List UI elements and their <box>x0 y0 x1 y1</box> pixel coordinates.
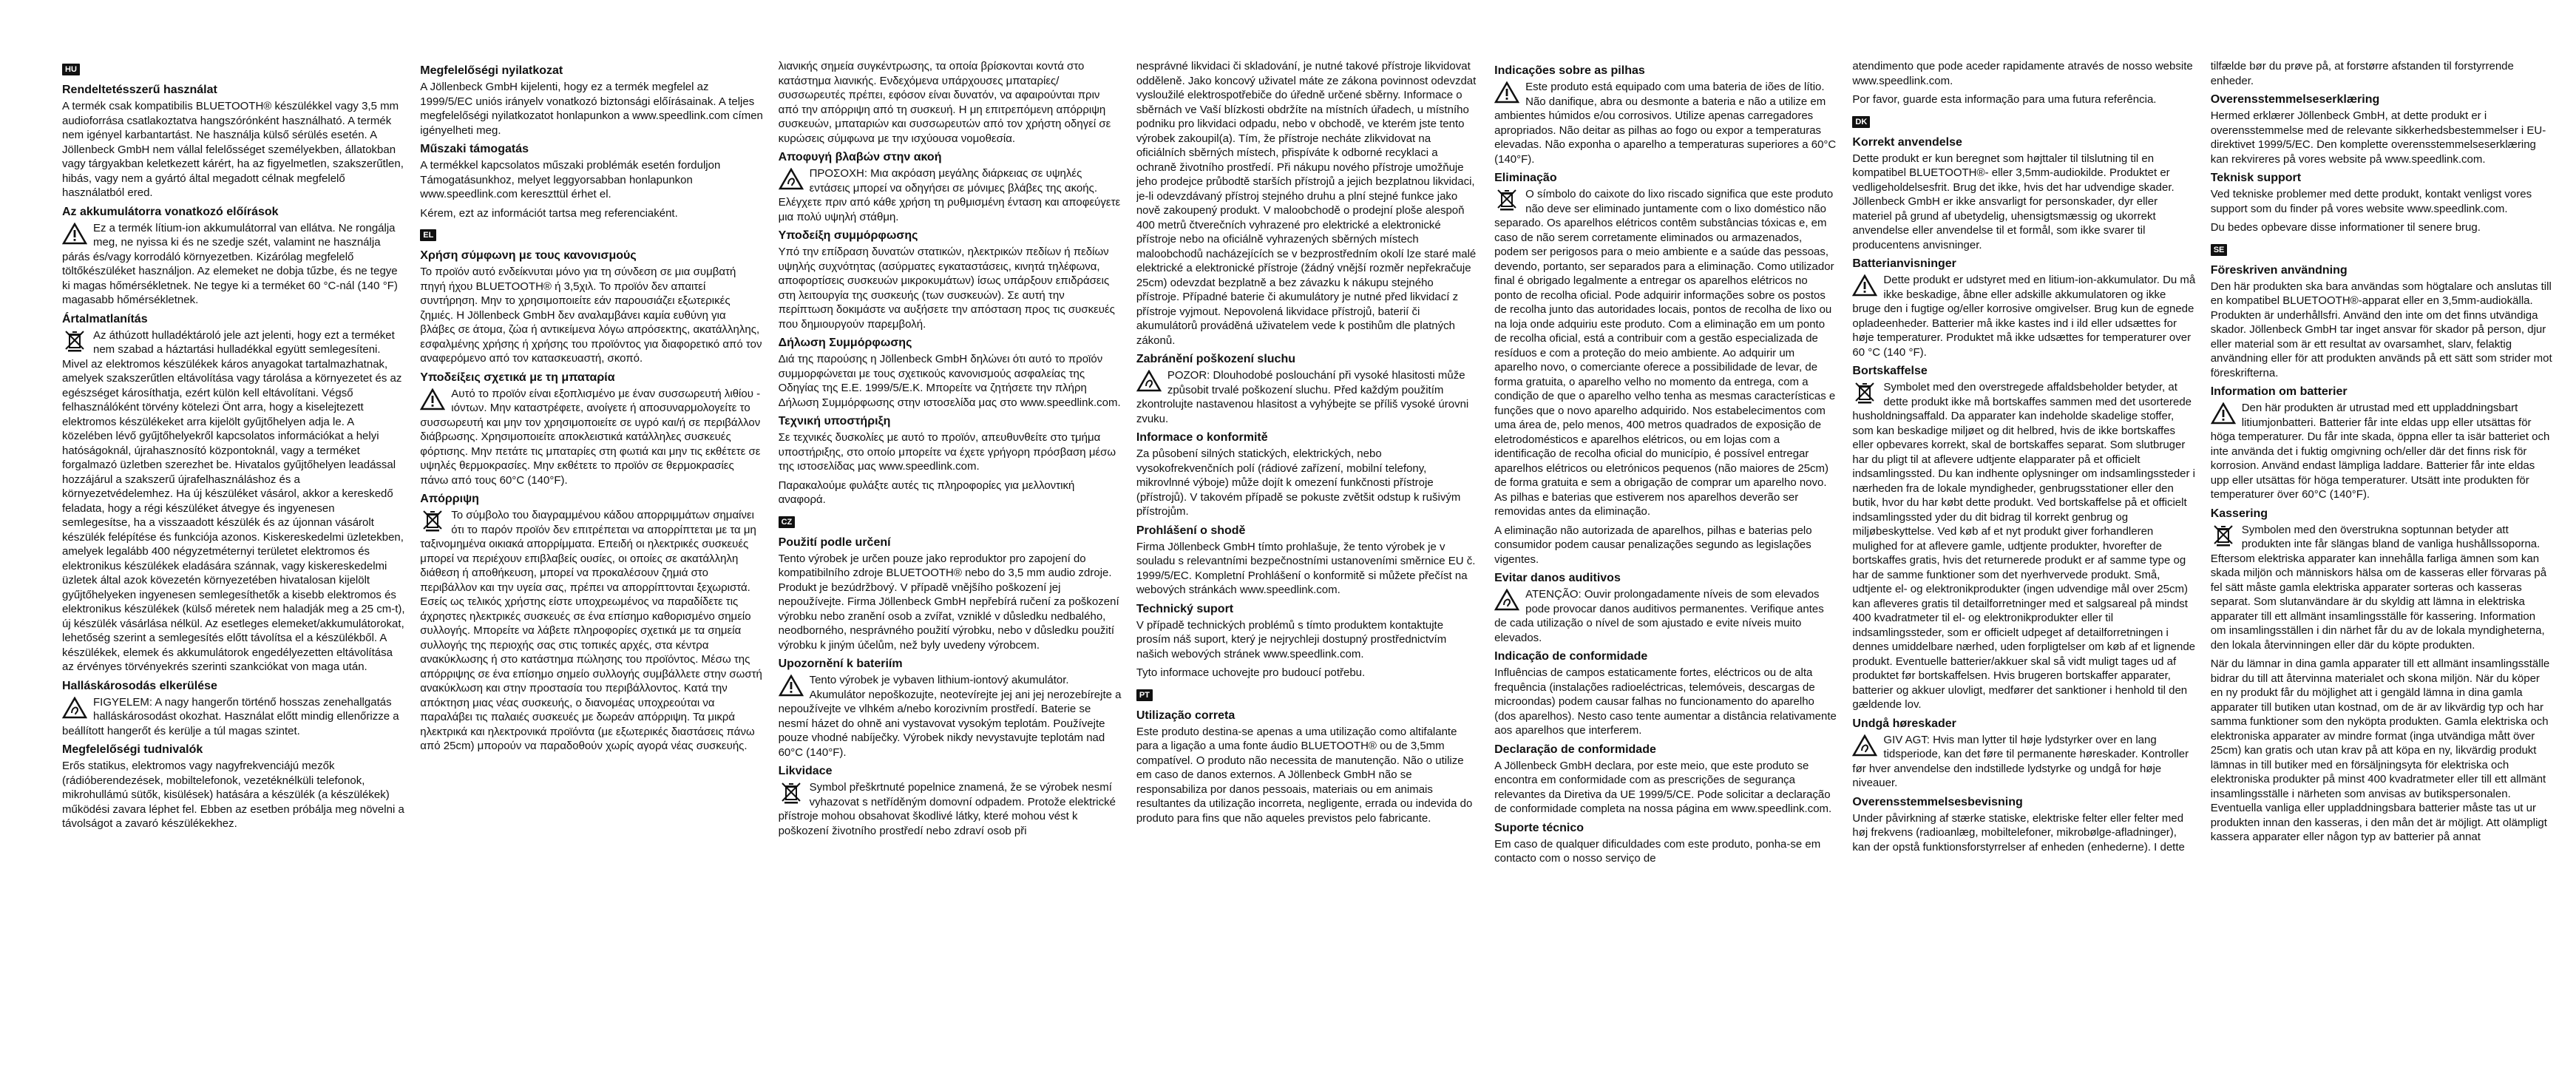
body-paragraph: Firma Jöllenbeck GmbH tímto prohlašuje, že tento výrobek je v souladu s relevantními bezpečnostními ustanoveními směrnice EU č. 1999/5/EC. Kompletní Prohlášení o konformitě si můžete přečíst na webových stránkách www.speedlink.com. <box>1136 540 1476 596</box>
crossed-bin-icon <box>2211 524 2236 547</box>
body-paragraph: A termék csak kompatibilis BLUETOOTH® készülékkel vagy 3,5 mm audioforrása csatlakoztatva hangszórónként használható. A termék nem igényel karbantartást. Ne használja külső sérülés esetén. A Jöllenbeck GmbH nem vállal felelősséget személyekben, állatokban vagy tárgyakban keletkezett kárért, ha az figyelmetlen, szakszerűtlen, hibás, vagy nem a gyártó által megadott célnak megfelelő használatból ered. <box>62 100 404 199</box>
hearing-warning-icon <box>62 697 87 719</box>
icon-paragraph <box>2211 523 2554 653</box>
section-heading: Technický suport <box>1136 602 1234 615</box>
body-paragraph: Ved tekniske problemer med dette produkt, kontakt venligst vores support som du finder på vores website www.speedlink.com. <box>2210 188 2532 215</box>
crossed-bin-icon <box>62 330 87 352</box>
warning-icon <box>420 388 445 410</box>
section-heading: Suporte técnico <box>1494 821 1584 834</box>
section-heading: Υποδείξη συμμόρφωσης <box>778 229 918 242</box>
section-heading: Műszaki támogatás <box>420 143 529 155</box>
section-heading: Rendeltetésszerű használat <box>62 84 217 96</box>
section-heading: Korrekt anvendelse <box>1852 135 1962 149</box>
section-heading: Megfelelőségi tudnivalók <box>62 743 203 756</box>
warning-icon <box>779 675 804 697</box>
section-heading: Undgå høreskader <box>1852 717 1956 730</box>
icon-paragraph <box>62 695 405 739</box>
icon-paragraph-text: O símbolo do caixote do lixo riscado significa que este produto não deve ser eliminado juntamente com o lixo doméstico não separado. Os aparelhos elétricos contêm substâncias tóxicas e, em caso de não serem corretamente eliminados ou armazenados, podem ser perigosos para o meio ambiente e a saúde das pessoas, devendo, portanto, ser separados para a eliminação. Como utilizador final é obrigado legalmente a entregar os aparelhos elétricos no ponto de recolha oficial. Pode adquirir informações sobre os postos de recolha junto das autoridades locais, pontos de recolha de lixo ou na loja onde adquiriu este produto. Com a eliminação em um ponto de recolha oficial, está a contribuir com a gestão especializada de resíduos e com a proteção do meio ambiente. Ao adquirir um aparelho novo, o comerciante oferece a possibilidade de levar, de forma gratuita, o aparelho velho no momento da entrega, com a condição de que o aparelho velho tenha as mesmas características e funções que o novo aparelho adquirido. Nos estabelecimentos com uma área de, pelo menos, 400 metros quadrados de exposição de eletrodomésticos e aparelhos elétricos, ou em lojas com a identificação de recolha oficial do município, é possível entregar aparelhos elétricos ou eletrónicos pequenos (não maiores de 25cm) de forma gratuita e sem a obrigação de comprar um aparelho novo. As pilhas e baterias que estiverem nos aparelhos deverão ser removidas antes da eliminação. <box>1494 188 1836 518</box>
text-column-5 <box>1494 59 1837 1053</box>
language-badge: PT <box>1136 689 1153 701</box>
section-heading: Bortskaffelse <box>1852 365 1928 377</box>
section-heading: Megfelelőségi nyilatkozat <box>420 64 563 77</box>
icon-paragraph <box>2211 401 2554 502</box>
body-paragraph: Este produto destina-se apenas a uma utilização como altifalante para a ligação a uma fonte áudio BLUETOOTH® ou de 3,5mm compatível. O produto não necessita de manutenção. Não o utilize em caso de danos externos. A Jöllenbeck GmbH não se responsabiliza por danos pessoais, materiais ou em animais resultantes da utilização incorreta, negligente, errada ou indevida do produto para fins que não aqueles previstos pelo fabricante. <box>1136 725 1473 825</box>
language-badge: DK <box>1852 116 1870 128</box>
icon-paragraph <box>1852 733 2195 791</box>
icon-paragraph-text: GIV AGT: Hvis man lytter til høje lydstyrker over en lang tidsperiode, kan det føre til permanente høreskader. Kontroller før hver anvendelse den indstillede lydstyrke og undgå for høje niveauer. <box>1852 733 2189 789</box>
body-paragraph: Under påvirkning af stærke statiske, elektriske felter eller felter med høj frekvens (radioanlæg, mobiltelefoner, mikrobølge-afladninger), kan der opstå funktionsforstyrrelser af enheden (enhederne). I dette <box>1852 811 2185 854</box>
icon-paragraph <box>1852 380 2195 712</box>
section-heading: Δήλωση Συμμόρφωσης <box>778 337 912 349</box>
icon-paragraph-text: POZOR: Dlouhodobé poslouchání při vysoké hlasitosti může způsobit trvalé poškození sluchu. Před každým použitím zkontrolujte nastavenou hlasitost a vyhýbejte se příliš vysoké úrovni zvuku. <box>1136 369 1469 425</box>
section-heading: Overensstemmelsesbevisning <box>1852 795 2023 808</box>
text-column-7 <box>2211 59 2554 1053</box>
body-paragraph: A Jöllenbeck GmbH declara, por este meio, que este produto se encontra em conformidade com as prescrições de segurança relevantes da Diretiva da UE 1999/5/CE. Pode solicitar a declaração de conformidade completa na nossa página em www.speedlink.com. <box>1494 759 1832 815</box>
warning-icon <box>2211 402 2236 425</box>
body-paragraph: Tento výrobek je určen pouze jako reproduktor pro zapojení do kompatibilního zdroje BLUETOOTH® nebo do 3,5 mm audio zdroje. Produkt je bezúdržbový. V případě vnějšího poškození jej nepoužívejte. Firma Jöllenbeck GmbH nepřebírá ručení za poškození výrobku nebo zranění osob a zvířat, vzniklé v důsledku nedbalého, neodborného, nesprávného použití výrobku, nebo v důsledku použití výrobku k jiným účelům, než byly uvedeny výrobcem. <box>778 552 1119 652</box>
icon-paragraph <box>779 780 1122 838</box>
section-heading: Teknisk support <box>2210 172 2302 184</box>
body-paragraph: Tyto informace uchovejte pro budoucí potřebu. <box>1136 666 1366 679</box>
section-heading: Likvidace <box>778 765 833 777</box>
icon-paragraph <box>779 166 1122 224</box>
crossed-bin-icon <box>420 510 445 532</box>
body-paragraph: Σε τεχνικές δυσκολίες με αυτό το προϊόν, απευθυνθείτε στο τμήμα υποστήριξης, στο οποίο μπορείτε να έχετε γρήγορη πρόσβαση μέσω της ιστοσελίδας μας www.speedlink.com. <box>778 431 1116 473</box>
section-heading: Χρήση σύμφωνη με τους κανονισμούς <box>420 249 637 262</box>
section-heading: Halláskárosodás elkerülése <box>62 679 217 692</box>
section-heading: Indicação de conformidade <box>1494 650 1648 663</box>
icon-paragraph <box>1136 368 1479 426</box>
section-heading: Τεχνική υποστήριξη <box>778 415 891 427</box>
section-heading: Föreskriven användning <box>2210 263 2348 277</box>
body-paragraph: Em caso de qualquer dificuldades com este produto, ponha-se em contacto com o nosso serviço de <box>1494 837 1821 865</box>
body-paragraph: Διά της παρούσης η Jöllenbeck GmbH δηλώνει ότι αυτό το προϊόν συμμορφώνεται με τους σχετικούς κανονισμούς ασφαλείας της Οδηγίας της Ε.Ε. 1999/5/Ε.Κ. Μπορείτε να ζητήσετε την πλήρη Δήλωση Συμμόρφωσης στην ιστοσελίδα μας στο www.speedlink.com. <box>778 353 1121 409</box>
icon-paragraph <box>1494 80 1837 166</box>
body-paragraph: A eliminação não autorizada de aparelhos, pilhas e baterias pelo consumidor podem causar penalizações segundo as legislações vigentes. <box>1494 524 1812 566</box>
body-paragraph: Influências de campos estaticamente fortes, eléctricos ou de alta frequência (instalações radioeléctricas, telemóveis, descargas de microondas) podem causar falhas no funcionamento do aparelho (dos aparelhos). Nesto caso tente aumentar a distância relativamente aos aparelhos que interferem. <box>1494 666 1837 737</box>
body-paragraph: λιανικής σημεία συγκέντρωσης, τα οποία βρίσκονται κοντά στο κατάστημα λιανικής. Ενδεχόμενα υπάρχουσες μπαταρίες/συσσωρευτές πρέπει, εφόσον είναι δυνατόν, να αφαιρούνται πριν από την απόρριψη από τη συσκευή. Η μη επιτρεπόμενη απόρριψη συσκευών, μπαταριών και συσσωρευτών από τον χρήστη οδηγεί σε κυρώσεις σύμφωνα με την ισχύουσα νομοθεσία. <box>778 60 1111 145</box>
icon-paragraph <box>420 508 763 754</box>
icon-paragraph <box>420 387 763 488</box>
crossed-bin-icon <box>1852 382 1877 404</box>
body-paragraph: nesprávné likvidaci či skladování, je nutné takové přístroje likvidovat odděleně. Jako koncový uživatel máte ze zákona povinnost odevzdat vysloužilé elektrospotřebiče do úředně určené sběrny. Informace o sběrnách ve Vaší blízkosti obdržíte na místních úřadech, u místního podniku pro likvidaci odpadu, nebo v obchodě, ve kterém jste tento výrobek zakoupil(a). Tím, že přístroje necháte zlikvidovat na oficiálních sběrných místech, přispíváte k odborné recyklaci a ochraně životního prostředí. Při nákupu nového přístroje umožňuje jeho prodejce průbodtě starších přístrojů a jejich bezplatnou likvidaci, je-li odevzdávaný přístroj stejného druhu a plní stejné funkce jako nově zakoupený produkt. V maloobchodě o prodejní ploše alespoň 400 metrů čtverečních vyhrazené pro elektrické a elektronické přístroje nebo na oficiálně vyhrazených sběrných místech maloobchodů nacházejících se v bezprostředním okolí lze staré malé elektrické a elektronické přístroje (žádný vnější rozměr nepřekračuje 25cm) odevzdat bezplatně a bez závazku k nákupu stejného přístroje. Případné baterie či akumulátory je nutné před likvidací z přístroje vyjmout. Nepovolená likvidace přístrojů, baterií či akumulátorů prováděná uživatelem vede k postihům dle platných zákonů. <box>1136 60 1477 347</box>
body-paragraph: Το προϊόν αυτό ενδείκνυται μόνο για τη σύνδεση σε μια συμβατή πηγή ήχου BLUETOOTH® ή 3,5χιλ. Το προϊόν δεν απαιτεί συντήρηση. Μην το χρησιμοποιείτε εάν παρουσιάζει εξωτερικές ζημιές. Η Jöllenbeck GmbH δεν αναλαμβάνει καμία ευθύνη για βλάβες σε άτομα, ζώα ή αντικείμενα λόγω απρόσεκτης, ακατάλληλης, εσφαλμένης χρήσης ή χρήσης του προϊόντος για διαφορετικό από τον αναφερόμενο από τον κατασκευαστή, σκοπό. <box>420 266 762 365</box>
body-paragraph: Dette produkt er kun beregnet som højttaler til tilslutning til en kompatibel BLUETOOTH®- eller 3,5mm-audiokilde. Produktet er vedligeholdelsesfrit. Brug det ikke, hvis det har udvendige skader. Jöllenbeck GmbH er ikke ansvarligt for personskader, dyr eller materiel på grund af ubetydelig, uhensigtsmæssig og ukorrekt anvendelse eller anvendelse til et formål, som ikke svarer til producentens anvisninger. <box>1852 152 2175 251</box>
section-heading: Prohlášení o shodě <box>1136 524 1246 537</box>
icon-paragraph-text: Tento výrobek je vybaven lithium-iontový akumulátor. Akumulátor nepoškozujte, neotevírejte jej ani jej nerozebírejte a nepoužívejte ve vlhkém a/nebo korozivním prostředí. Baterie se nesmí házet do ohně ani vystavovat vysokým teplotám. Používejte pouze vhodné nabíječky. Výrobek nikdy nevystavujte teplotám nad 60°C (140°F). <box>778 674 1122 759</box>
warning-icon <box>62 223 87 245</box>
icon-paragraph-text: Το σύμβολο του διαγραμμένου κάδου απορριμμάτων σημαίνει ότι το παρόν προϊόν δεν επιτρέπεται να απορρίπτεται με τα μη ταξινομημένα οικιακά απορρίμματα. Επειδή οι ηλεκτρικές συσκευές μπορεί να περιέχουν επιβλαβείς ουσίες, οι οποίες σε ακατάλληλη διάθεση ή αποθήκευση, μπορεί να προκαλέσουν ζημιά στο περιβάλλον και την υγεία σας, πρέπει να απορρίπτονται ξεχωριστά. Εσείς ως τελικός χρήστης είστε υποχρεωμένος να παραδίδετε τις άχρηστες ηλεκτρικές συσκευές σε ένα επίσημο καθορισμένο σημείο συλλογής. Μπορείτε να λάβετε πληροφορίες σχετικά με τα σημεία συλλογής της περιοχής σας στις τοπικές αρχές, στα κέντρα ανακύκλωσης ή στο κατάστημα πώλησης του προϊόντος. Μέσω της απόρριψης σε ένα επίσημο σημείο συλλογής συμβάλλετε στην σωστή ανακύκλωση και στην προστασία του περιβάλλοντος. Κατά την απόκτηση μιας νέας συσκευής, ο διανομέας υποχρεούται να παραλάβει τις παλαιές συσκευές με δωρεάν απόρριψη. Τα μικρά ηλεκτρικά και ηλεκτρονικά προϊόντα (με εξωτερικές διαστάσεις πάνω από 25cm) μπορούν να παραδοθούν χωρίς αγορά νέας συσκευής. <box>420 509 762 752</box>
section-heading: Az akkumulátorra vonatkozó előírások <box>62 205 279 218</box>
icon-paragraph <box>1494 587 1837 645</box>
section-heading: Utilização correta <box>1136 709 1236 722</box>
section-heading: Declaração de conformidade <box>1494 743 1656 756</box>
text-column-2 <box>420 59 763 1053</box>
body-paragraph: Du bedes opbevare disse informationer til senere brug. <box>2210 221 2481 234</box>
language-badge: SE <box>2211 244 2228 256</box>
hearing-warning-icon <box>1494 589 1519 611</box>
icon-paragraph-text: ΠΡΟΣΟΧΗ: Μια ακρόαση μεγάλης διάρκειας σε υψηλές εντάσεις μπορεί να οδηγήσει σε μόνιμες βλάβες της ακοής. Ελέγχετε πριν από κάθε χρήση τη ρυθμισμένη ένταση και αποφεύγετε μια πολύ υψηλή στάθμη. <box>778 167 1121 223</box>
body-paragraph: Za působení silných statických, elektrických, nebo vysokofrekvenčních polí (rádiové zařízení, mobilní telefony, mikrovlnné výboje) může dojít k omezení funkčnosti přístroje (přístrojů). V takovém případě se pokuste zvětšit odstup k rušivým přístrojům. <box>1136 447 1461 518</box>
body-paragraph: Υπό την επίδραση δυνατών στατικών, ηλεκτρικών πεδίων ή πεδίων υψηλής συχνότητας (ασύρματες εγκαταστάσεις, κινητά τηλέφωνα, αποφορτίσεις συσκευών μικροκυμάτων) ίσως υπάρξουν επιδράσεις στη λειτουργία της συσκευής (των συσκευών). Σε αυτή την περίπτωση δοκιμάστε να αυξήσετε την απόσταση προς τις συσκευές που δημιουργούν παρεμβολή. <box>778 246 1115 331</box>
icon-paragraph-text: Den här produkten är utrustad med ett uppladdningsbart litiumjonbatteri. Batterier får inte eldas upp eller utsättas för höga temperaturer. Du får inte skada, öppna eller ta isär batteriet och inte använda det i fuktig omgivning och/eller där det finns risk för korrosion. Använd endast lämpliga laddare. Batterier får inte eldas upp eller utsättas för höga temperaturer. Utsätt inte produkten för temperaturer över 60°C (140°F). <box>2210 402 2550 501</box>
language-badge: EL <box>420 229 436 241</box>
crossed-bin-icon <box>779 782 804 804</box>
language-badge: HU <box>62 64 80 75</box>
section-heading: Zabránění poškození sluchu <box>1136 353 1295 365</box>
body-paragraph: Παρακαλούμε φυλάξτε αυτές τις πληροφορίες για μελλοντική αναφορά. <box>778 479 1075 506</box>
icon-paragraph-text: Ez a termék lítium-ion akkumulátorral van ellátva. Ne rongálja meg, ne nyissa ki és ne szedje szét, valamint ne használja párás és/vagy korrodáló környezetben. Kizárólag megfelelő töltőkészüléket használjon. Az elemeket ne dobja tűzbe, és ne tegye ki magas hőmérsékletnek. Ne tegye ki a terméket 60 °C-nál (140 °F) magasabb hőmérsékletnek. <box>62 221 398 306</box>
section-heading: Indicações sobre as pilhas <box>1494 64 1645 77</box>
hearing-warning-icon <box>1852 734 1877 757</box>
language-badge: CZ <box>779 516 796 528</box>
icon-paragraph <box>1494 187 1837 519</box>
section-heading: Αποφυγή βλαβών στην ακοή <box>778 151 942 163</box>
icon-paragraph-text: Symbol přeškrtnuté popelnice znamená, že se výrobek nesmí vyhazovat s netříděným domovní odpadem. Protože elektrické přístroje mohou obsahovat škodlivé látky, které mohou vést k poškození životního prostředí nebo zdraví osob při <box>778 781 1116 837</box>
icon-paragraph <box>62 221 405 308</box>
text-column-6 <box>1852 59 2195 1053</box>
warning-icon <box>1494 81 1519 104</box>
section-heading: Použití podle určení <box>778 535 891 549</box>
icon-paragraph-text: Symbolen med den överstrukna soptunnan betyder att produkten inte får slängas bland de vanliga hushållssoporna. Eftersom elektriska apparater kan innehålla farliga ämnen som kan skada miljön och människors hälsa om de kasseras eller förvaras på fel sätt måste gamla elektriska apparater sorteras och kasseras separat. Som slutanvändare är du skyldig att lämna in elektriska apparater till ett allmänt insamlingsställe för kassering. Information om insamlingsställen i din närhet får du av de lokala myndigheterna, den lokala återvinningen eller där du köpte produkten. <box>2210 523 2547 652</box>
section-heading: Eliminação <box>1494 172 1557 184</box>
icon-paragraph-text: Az áthúzott hulladéktároló jele azt jelenti, hogy ezt a terméket nem szabad a háztartási hulladékkal együtt semlegesíteni. Mivel az elektromos készülékek káros anyagokat tartalmazhatnak, amelyek szakszerűtlen eltávolítása vagy tárolása a környezetet és az egészséget károsíthatja, ezért külön kell eltávolítani. Végső felhasználóként törvény kötelezi Önt arra, hogy a kiselejtezett elektromos készülékeket arra kijelölt gyűjtőhelyen adja le. A közelében lévő gyűjtőhelyekről kapcsolatos információkat a helyi hatóságoknál, újrahasznosító központoknál, vagy a terméket forgalmazó üzletben szerezhet be. Hivatalos gyűjtőhelyen leadással hozzájárul a szakszerű újrafelhasználáshoz és a környezetvédelemhez. Ha új készüléket vásárol, akkor a kereskedő feladata, hogy a régi készüléket átvegye és ingyenesen semlegesítse, ha a visszaadott készülék és az újonnan vásárolt készülék felépítése és funkciója azonos. Kiskereskedelmi üzletekben, amelyek legalább 400 négyzetméternyi területet elektromos és elektronikus készülékek eladására szánnak, vagy kiskereskedelmi üzletek által azok kövezetén környezetében hivatalosan kijelölt gyűjtőhelyeken ingyenesen semlegesíthetők a kisebb elektromos és elektronikus készülékek (külső méretek nem haladják meg a 25 cm-t), új készülék vásárlása nélkül. Az esetleges elemeket/akkumulátorokat, lehetőség szerint a semlegesítés előtt távolítsa el a készülékből. A készülékek, elemek és akkumulátorok engedélyezetten eltávolítása az érvényes törvényekrés szerinti szankciókat von maga után. <box>62 328 405 673</box>
icon-paragraph <box>62 328 405 675</box>
body-paragraph: A termékkel kapcsolatos műszaki problémák esetén forduljon Támogatásunkhoz, melyet leggyorsabban honlapunkon www.speedlink.com kereszttül érhet el. <box>420 159 721 200</box>
body-paragraph: tilfælde bør du prøve på, at forstørre afstanden til forstyrrende enheder. <box>2210 60 2514 87</box>
section-heading: Kassering <box>2210 507 2268 520</box>
section-heading: Evitar danos auditivos <box>1494 572 1621 584</box>
body-paragraph: V případě technických problémů s tímto produktem kontaktujte prosím náš suport, který je nejrychleji dostupný prostřednictvím našich webových stránek www.speedlink.com. <box>1136 618 1447 660</box>
section-heading: Information om batterier <box>2210 385 2348 398</box>
section-heading: Υποδείξεις σχετικά με τη μπαταρία <box>420 371 615 384</box>
section-heading: Απόρριψη <box>420 493 479 505</box>
warning-icon <box>1852 274 1877 297</box>
body-paragraph: Por favor, guarde esta informação para uma futura referência. <box>1852 93 2157 106</box>
crossed-bin-icon <box>1494 189 1519 211</box>
text-column-3 <box>779 59 1122 1053</box>
body-paragraph: Den här produkten ska bara användas som högtalare och anslutas till en kompatibel BLUETOOTH®-apparat eller en 3,5mm-audiokälla. Produkten är underhållsfri. Använd den inte om det finns utvändiga skador. Jöllenbeck GmbH tar inget ansvar för skador på person, djur eller material som är ett resultat av ovarsamhet, slarv, felaktig användning eller för att produkten används på ett sätt som strider mot föreskrifterna. <box>2210 280 2552 379</box>
body-paragraph: Kérem, ezt az információt tartsa meg referenciaként. <box>420 206 678 220</box>
body-paragraph: När du lämnar in dina gamla apparater till ett allmänt insamlingsställe bidrar du till att återvinna materialet och skona miljön. När du köper en ny produkt får du möjlighet att i gengäld lämna in dina gamla apparater till butiken utan kostnad, om de är av likvärdig typ och har samma funktioner som den nyköpta produkten. Gamla elektriska och elektroniska apparater av mindre format (inga utvändiga mått över 25cm) kan gratis och utan krav på att köpa en ny, likvärdig produkt lämnas in till butiker med en försäljningsyta för elektriska och elektroniska produkter på minst 400 kvadratmeter eller till ett allmänt insamlingsställe i närheten som anvisas av butikspersonalen. Eventuella vanliga eller uppladdningsbara batterier måste tas ut ur produkten innan den kasseras, i den mån det är möjligt. Att olämpligt kassera apparater eller någon typ av batterier på annat <box>2210 658 2550 843</box>
section-heading: Informace o konformitě <box>1136 431 1268 444</box>
section-heading: Upozornění k bateriím <box>778 658 903 670</box>
icon-paragraph-text: FIGYELEM: A nagy hangerőn történő hosszas zenehallgatás halláskárosodást okozhat. Használat előtt mindig ellenőrizze a beállított hangerőt és kerülje a túl magas szintet. <box>62 695 399 737</box>
icon-paragraph-text: Este produto está equipado com uma bateria de iões de lítio. Não danifique, abra ou desmonte a bateria e não a utilize em ambientes húmidos e/ou corrosivos. Utilize apenas carregadores apropriados. Não deitar as pilhas ao fogo ou expor a temperaturas elevadas. Não exponha o aparelho a temperaturas superiores a 60°C (140°F). <box>1494 81 1837 166</box>
body-paragraph: atendimento que pode aceder rapidamente através de nosso website www.speedlink.com. <box>1852 60 2193 87</box>
icon-paragraph-text: ATENÇÃO: Ouvir prolongadamente níveis de som elevados pode provocar danos auditivos permanentes. Verifique antes de cada utilização o nível de som ajustado e evite níveis muito elevados. <box>1494 588 1824 644</box>
section-heading: Batterianvisninger <box>1852 257 1956 270</box>
body-paragraph: A Jöllenbeck GmbH kijelenti, hogy ez a termék megfelel az 1999/5/EC uniós irányelv vonatkozó biztonsági előírásainak. A teljes megfelelőségi nyilatkozatot honlapunkon a www.speedlink.com címen igényelheti meg. <box>420 81 763 137</box>
icon-paragraph <box>1852 273 2195 359</box>
section-heading: Overensstemmelseserklæring <box>2210 93 2380 106</box>
hearing-warning-icon <box>1136 370 1162 392</box>
body-paragraph: Hermed erklærer Jöllenbeck GmbH, at dette produkt er i overensstemmelse med de relevante sikkerhedsbestemmelser i EU-direktivet 1999/5/EC. Den komplette overensstemmelseserklæring kan rekvireres på vores website på www.speedlink.com. <box>2210 109 2546 166</box>
icon-paragraph-text: Dette produkt er udstyret med en litium-ion-akkumulator. Du må ikke beskadige, åbne eller adskille akkumulatoren og ikke bruge den i fugtige og/eller korrosive omgivelser. Brug kun de egnede opladeenheder. Batterier må ikke kastes ind i ild eller udsættes for høje temperaturer. Produktet må ikke udsættes for temperaturer over 60 °C (140 °F). <box>1852 274 2196 359</box>
icon-paragraph-text: Symbolet med den overstregede affaldsbeholder betyder, at dette produkt ikke må bortskaffes sammen med det usorterede husholdningsaffald. Da apparater kan indeholde skadelige stoffer, som kan beskadige miljøet og dit helbred, hvis de ikke bortskaffes eller opbevares korrekt, skal de bortskaffes separat. Som slutbruger har du pligt til at aflevere udtjente elapparater på et officielt indsamlingssted. Du kan indhente oplysninger om indsamlingssteder i nærheden fra de lokale myndigheder, genbrugsstationer eller den butik, hvor du har købt dette produkt. Ved bortskaffelse på et officielt indsamlingssted yder du dit bidrag til korrekt genbrug og miljøbeskyttelse. Ved køb af et nyt produkt giver forhandleren mulighed for at aflevere gamle, udtjente produkter, hvorefter de bortskaffes gratis, hvis det returnerede produkt er af samme type og har de samme funktioner som det nyerhvervede produkt. Små, udtjente el- og elektronikprodukter (ingen udvendige mål over 25cm) kan afleveres gratis til detailforretninger med et salgsareal på mindst 400 kvadratmeter til el- og elektronikprodukter eller til indsamlingssteder, som er officielt udpeget af detailforretningen i dennes umiddelbare nærhed, uden forpligtelser om køb af et lignende produkt. Eventuelle batterier/akkuer skal så vidt muligt tages ud af produktet før bortskaffelsen. Hvis brugeren bortskaffer apparater, batterier og akkuer ulovligt, medfører det sanktioner i henhold til den gældende lov. <box>1852 381 2196 711</box>
body-paragraph: Erős statikus, elektromos vagy nagyfrekvenciájú mezők (rádióberendezések, mobiltelefonok, vezetéknélküli telefonok, mikrohullámú sütők, kisülések) hatására a készülék (a készülékek) működési zavara léphet fel. Ebben az esetben próbálja meg növelni a távolságot a zavaró készülékekhez. <box>62 760 404 830</box>
text-column-4 <box>1136 59 1479 1053</box>
icon-paragraph-text: Αυτό το προϊόν είναι εξοπλισμένο με έναν συσσωρευτή λιθίου - ιόντων. Μην καταστρέφετε, ανοίγετε ή αποσυναρμολογείτε το συσσωρευτή και μην τον χρησιμοποιείτε σε υγρό και/ή σε περιβάλλον διάβρωσης. Χρησιμοποιείτε αποκλειστικά κατάλληλες συσκευές φόρτισης. Μην πετάτε τις μπαταρίες στη φωτιά και μην τις εκθέτετε σε υψηλές θερμοκρασίες. Μην εκθέτετε το προϊόν σε θερμοκρασίες πάνω από τους 60°C (140°F). <box>420 387 761 487</box>
text-column-1 <box>62 59 405 1053</box>
hearing-warning-icon <box>779 168 804 190</box>
icon-paragraph <box>779 673 1122 760</box>
section-heading: Ártalmatlanítás <box>62 312 148 325</box>
